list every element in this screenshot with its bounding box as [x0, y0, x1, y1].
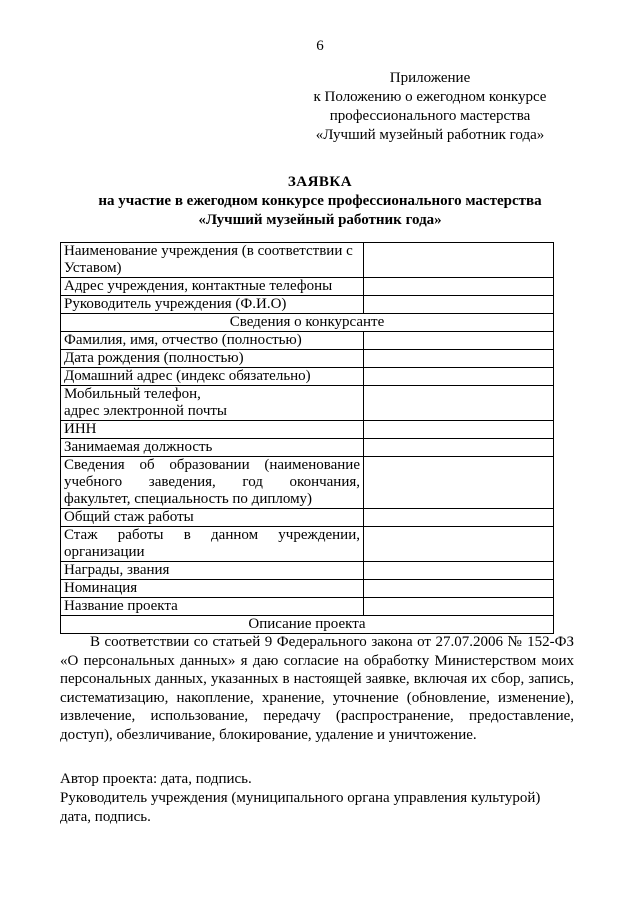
row-label: Руководитель учреждения (Ф.И.О) [61, 296, 364, 314]
row-value-cell[interactable] [364, 580, 554, 598]
row-label: ИНН [61, 421, 364, 439]
document-title [0, 173, 640, 230]
appendix-line-2: к Положению о ежегодном конкурсе [313, 89, 547, 105]
row-value-cell[interactable] [364, 296, 554, 314]
title-line-2: на участие в ежегодном конкурсе профессионального мастерства [98, 193, 542, 209]
row-label: Дата рождения (полностью) [61, 350, 364, 368]
row-label: Общий стаж работы [61, 509, 364, 527]
row-label: Название проекта [61, 598, 364, 616]
author-signature-line: Автор проекта: дата, подпись. [60, 771, 252, 787]
appendix-line-1: Приложение [389, 70, 471, 86]
appendix-line-3: профессионального мастерства [329, 108, 531, 124]
form-row [61, 386, 554, 421]
row-value-cell[interactable] [364, 350, 554, 368]
section-header: Сведения о конкурсанте [61, 314, 554, 332]
application-form-table [60, 242, 554, 634]
page-number: 6 [316, 38, 324, 54]
section-row [61, 616, 554, 634]
row-label: Наименование учреждения (в соответствии с Уставом) [61, 243, 364, 278]
form-row [61, 350, 554, 368]
row-value-cell[interactable] [364, 509, 554, 527]
row-value-cell[interactable] [364, 386, 554, 421]
section-row [61, 314, 554, 332]
form-row [61, 332, 554, 350]
form-row [61, 243, 554, 278]
head-signature-line-2: дата, подпись. [60, 809, 151, 825]
form-row [61, 439, 554, 457]
row-value-cell[interactable] [364, 332, 554, 350]
title-line-1: ЗАЯВКА [287, 174, 353, 190]
row-label: Мобильный телефон, адрес электронной почты [61, 386, 364, 421]
consent-text: В соответствии со статьей 9 Федерального закона от 27.07.2006 № 152-ФЗ «О персональных данных» я даю согласие на обработку Министерством моих персональных данных, указанных в настоящей заявке, включая их сбор, запись, систематизацию, накопление, хранение, уточнение (обновление, изменение), извлечение, использование, передачу (распространение, предоставление, доступ), обезличивание, блокирование, удаление и уничтожение. [60, 634, 574, 743]
row-label: Номинация [61, 580, 364, 598]
form-row [61, 580, 554, 598]
form-row [61, 562, 554, 580]
row-value-cell[interactable] [364, 421, 554, 439]
row-value-cell[interactable] [364, 243, 554, 278]
row-label: Награды, звания [61, 562, 364, 580]
section-header: Описание проекта [61, 616, 554, 634]
row-value-cell[interactable] [364, 562, 554, 580]
form-row [61, 457, 554, 509]
row-label: Фамилия, имя, отчество (полностью) [61, 332, 364, 350]
form-row [61, 509, 554, 527]
row-label: Стаж работы в данном учреждении, организации [61, 527, 364, 562]
form-row [61, 296, 554, 314]
form-row [61, 368, 554, 386]
signature-block [60, 770, 580, 827]
form-row [61, 598, 554, 616]
row-label: Сведения об образовании (наименование учебного заведения, год окончания, факультет, специальность по диплому) [61, 457, 364, 509]
form-row [61, 421, 554, 439]
head-signature-line-1: Руководитель учреждения (муниципального органа управления культурой) [60, 790, 541, 806]
row-value-cell[interactable] [364, 527, 554, 562]
form-row [61, 278, 554, 296]
row-label: Домашний адрес (индекс обязательно) [61, 368, 364, 386]
row-value-cell[interactable] [364, 439, 554, 457]
title-line-3: «Лучший музейный работник года» [198, 212, 442, 228]
form-row [61, 527, 554, 562]
row-value-cell[interactable] [364, 457, 554, 509]
row-value-cell[interactable] [364, 598, 554, 616]
consent-paragraph [60, 633, 574, 744]
row-value-cell[interactable] [364, 368, 554, 386]
appendix-block [300, 69, 560, 145]
row-value-cell[interactable] [364, 278, 554, 296]
appendix-line-4: «Лучший музейный работник года» [315, 127, 545, 143]
row-label: Занимаемая должность [61, 439, 364, 457]
row-label: Адрес учреждения, контактные телефоны [61, 278, 364, 296]
